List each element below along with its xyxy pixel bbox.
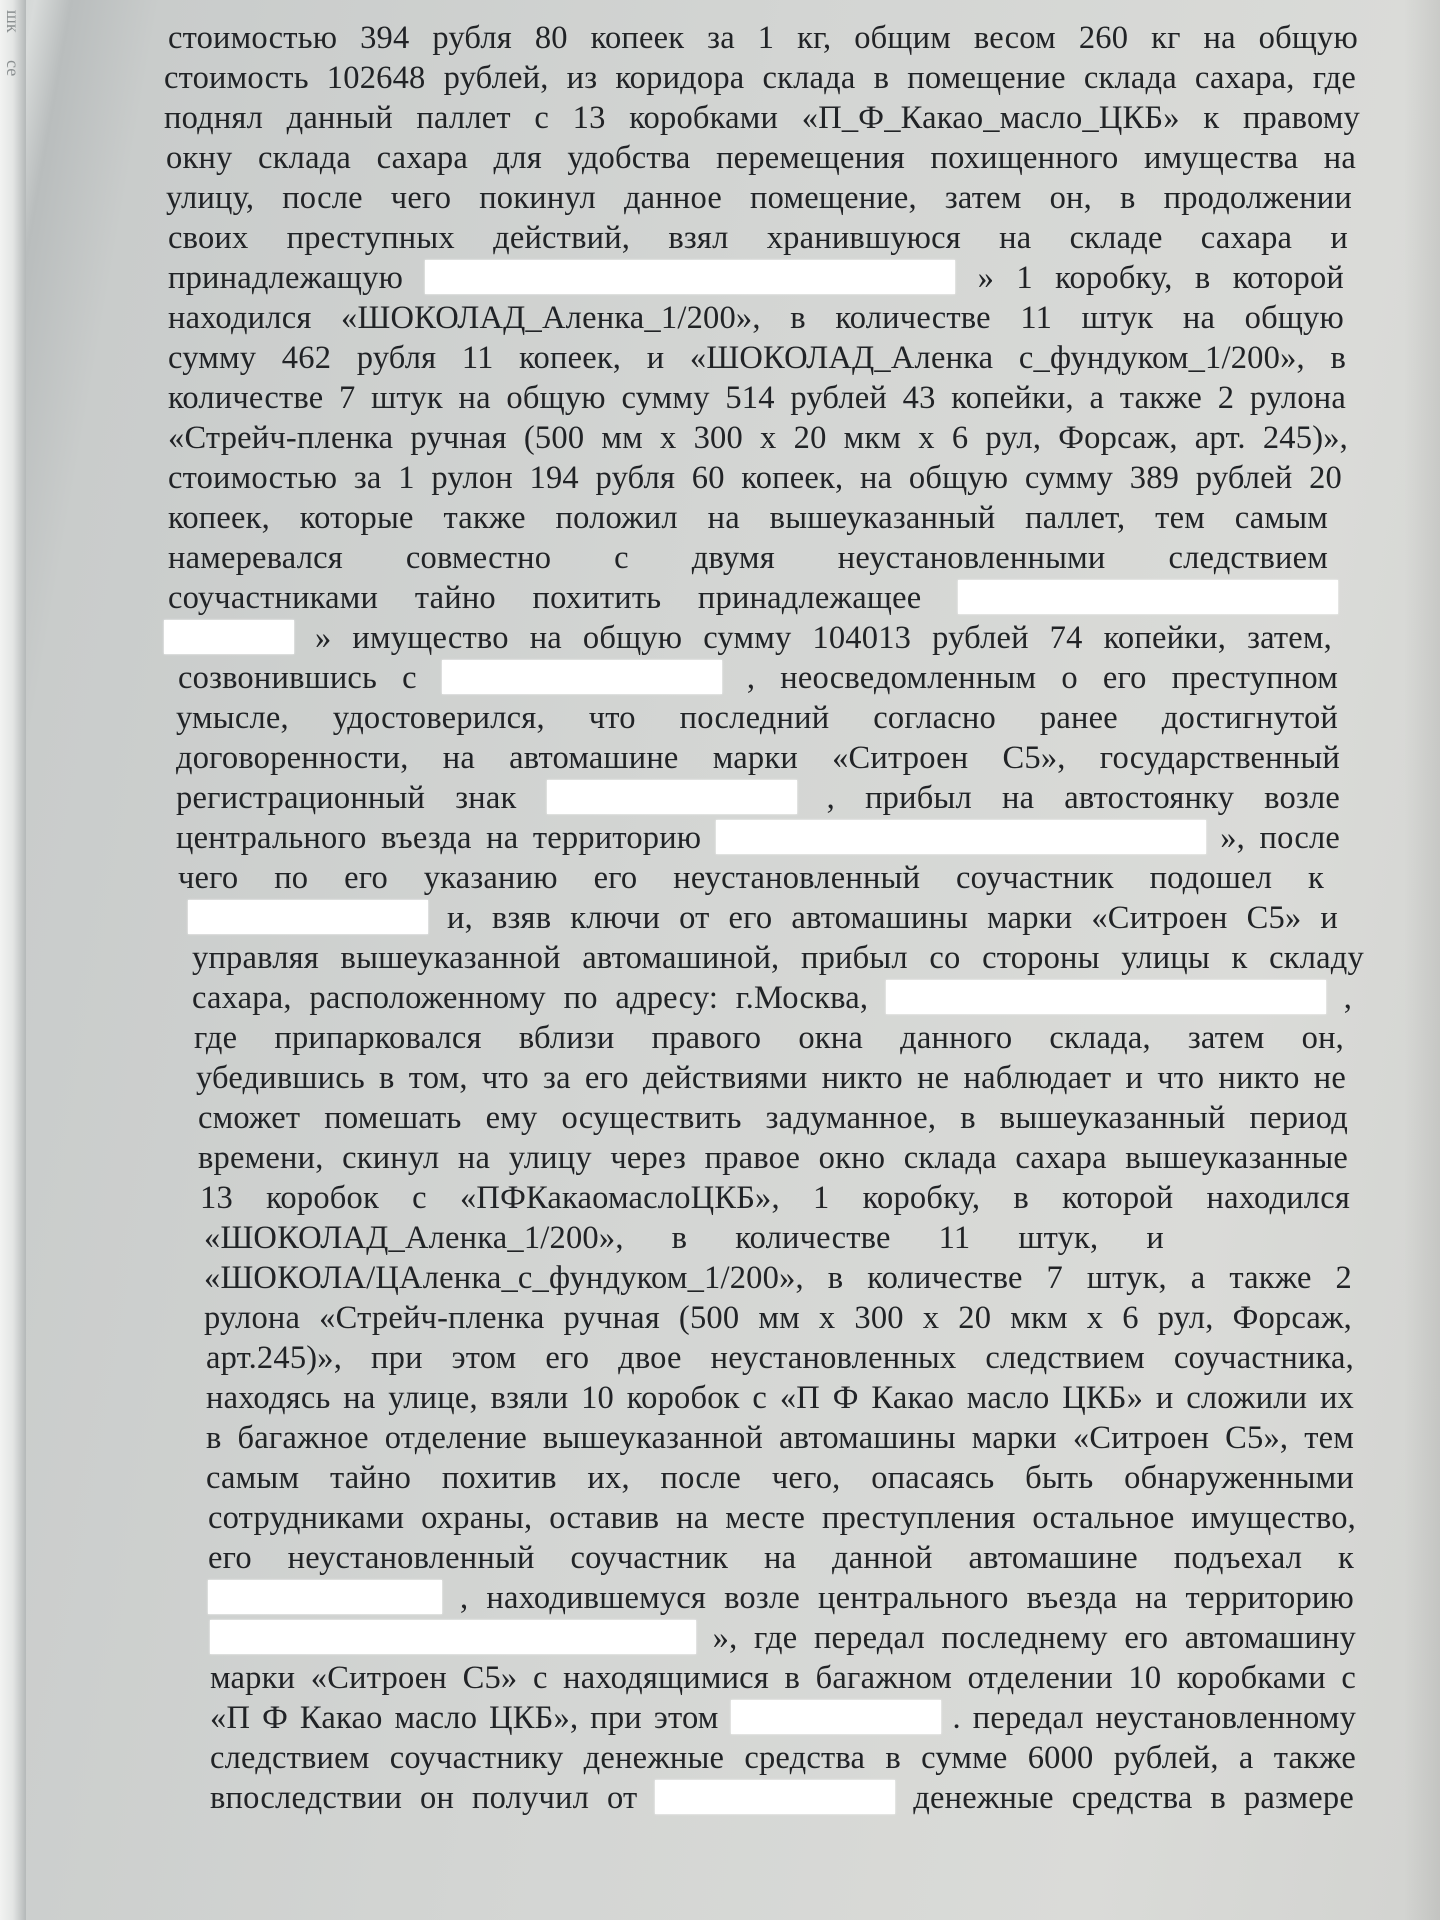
text-line: , находившемуся возле центрального въезда на территорию — [208, 1578, 1354, 1618]
redaction-block — [731, 1700, 941, 1734]
text-line: самым тайно похитив их, после чего, опасаясь быть обнаруженными — [206, 1460, 1354, 1496]
text-line: рулона «Стрейч-пленка ручная (500 мм х 300 х 20 мкм х 6 рул, Форсаж, — [204, 1300, 1352, 1336]
text-line: договоренности, на автомашине марки «Ситроен С5», государственный — [176, 740, 1340, 776]
text-line: принадлежащую » 1 коробку, в которой — [168, 260, 1345, 296]
text-line: сумму 462 рубля 11 копеек, и «ШОКОЛАД_Аленка с_фундуком_1/200», в — [168, 340, 1346, 376]
redaction-block — [210, 1620, 696, 1654]
text-line: соучастниками тайно похитить принадлежащее — [168, 578, 1338, 618]
text-line: », где передал последнему его автомашину — [210, 1618, 1356, 1658]
text-line: количестве 7 штук на общую сумму 514 рублей 43 копейки, а также 2 рулона — [168, 380, 1346, 416]
text-line: стоимостью за 1 рулон 194 рубля 60 копеек, на общую сумму 389 рублей 20 — [168, 460, 1342, 496]
redaction-block — [442, 660, 722, 694]
text-line: впоследствии он получил от денежные средства в размере — [210, 1780, 1355, 1816]
redaction-block — [886, 980, 1326, 1014]
text-line: арт.245)», при этом его двое неустановленных следствием соучастника, — [206, 1340, 1354, 1376]
redaction-block — [164, 620, 294, 654]
redaction-block — [188, 900, 428, 934]
text-line: убедившись в том, что за его действиями никто не наблюдает и что никто не — [196, 1060, 1346, 1096]
text-line: управляя вышеуказанной автомашиной, прибыл со стороны улицы к складу — [192, 940, 1364, 976]
adjacent-page-edge — [0, 0, 26, 1920]
redaction-block — [958, 580, 1338, 614]
text-line: намеревался совместно с двумя неустановленными следствием — [168, 540, 1328, 576]
text-line: «Стрейч-пленка ручная (500 мм х 300 х 20 мкм х 6 рул, Форсаж, арт. 245)», — [168, 420, 1348, 456]
text-line: поднял данный паллет с 13 коробками «П_Ф_Какао_масло_ЦКБ» к правому — [164, 100, 1360, 136]
text-line: созвонившись с , неосведомленным о его преступном — [178, 660, 1338, 696]
redaction-block — [716, 820, 1206, 854]
text-line: сахара, расположенному по адресу: г.Москва, , — [192, 980, 1353, 1016]
document-body — [164, 18, 1364, 1818]
text-line: » имущество на общую сумму 104013 рублей 74 копейки, затем, — [164, 618, 1332, 658]
text-line: находился «ШОКОЛАД_Аленка_1/200», в количестве 11 штук на общую — [168, 300, 1344, 336]
redaction-block — [208, 1580, 442, 1614]
text-line: марки «Ситроен С5» с находящимися в багажном отделении 10 коробками с — [210, 1660, 1356, 1696]
text-line: сотрудниками охраны, оставив на месте преступления остальное имущество, — [208, 1500, 1356, 1536]
redaction-block — [425, 260, 955, 294]
text-line: «П Ф Какао масло ЦКБ», при этом . передал неустановленному — [210, 1700, 1357, 1736]
text-line: окну склада сахара для удобства перемещения похищенного имущества на — [166, 140, 1356, 176]
edge-fragment: шк — [3, 10, 23, 33]
text-line: где припарковался вблизи правого окна данного склада, затем он, — [194, 1020, 1344, 1056]
redaction-block — [655, 1780, 895, 1814]
text-line: умысле, удостоверился, что последний согласно ранее достигнутой — [176, 700, 1338, 736]
text-line: времени, скинул на улицу через правое окно склада сахара вышеуказанные — [198, 1140, 1348, 1176]
text-line: чего по его указанию его неустановленный соучастник подошел к — [178, 860, 1324, 896]
text-line: «ШОКОЛАД_Аленка_1/200», в количестве 11 штук, и — [204, 1220, 1164, 1256]
text-line: находясь на улице, взяли 10 коробок с «П Ф Какао масло ЦКБ» и сложили их — [206, 1380, 1354, 1416]
text-line: 13 коробок с «ПФКакаомаслоЦКБ», 1 коробку, в которой находился — [200, 1180, 1350, 1216]
text-line: своих преступных действий, взял хранившуюся на складе сахара и — [168, 220, 1348, 256]
text-line: стоимостью 394 рубля 80 копеек за 1 кг, общим весом 260 кг на общую — [168, 20, 1358, 56]
text-line: его неустановленный соучастник на данной автомашине подъехал к — [208, 1540, 1354, 1576]
text-line: в багажное отделение вышеуказанной автомашины марки «Ситроен С5», тем — [206, 1420, 1354, 1456]
text-line: регистрационный знак , прибыл на автостоянку возле — [176, 780, 1340, 816]
text-line: следствием соучастнику денежные средства в сумме 6000 рублей, а также — [210, 1740, 1356, 1776]
text-line: центрального въезда на территорию », после — [176, 820, 1340, 856]
text-line: стоимость 102648 рублей, из коридора склада в помещение склада сахара, где — [164, 60, 1356, 96]
edge-fragment: се — [3, 60, 23, 77]
text-line: копеек, которые также положил на вышеуказанный паллет, тем самым — [168, 500, 1328, 536]
redaction-block — [547, 780, 797, 814]
text-line: улицу, после чего покинул данное помещение, затем он, в продолжении — [166, 180, 1352, 216]
text-line: и, взяв ключи от его автомашины марки «Ситроен С5» и — [188, 898, 1338, 938]
page-shadow — [1404, 0, 1440, 1920]
text-line: сможет помешать ему осуществить задуманное, в вышеуказанный период — [198, 1100, 1348, 1136]
text-line: «ШОКОЛА/ЦАленка_с_фундуком_1/200», в количестве 7 штук, а также 2 — [204, 1260, 1352, 1296]
